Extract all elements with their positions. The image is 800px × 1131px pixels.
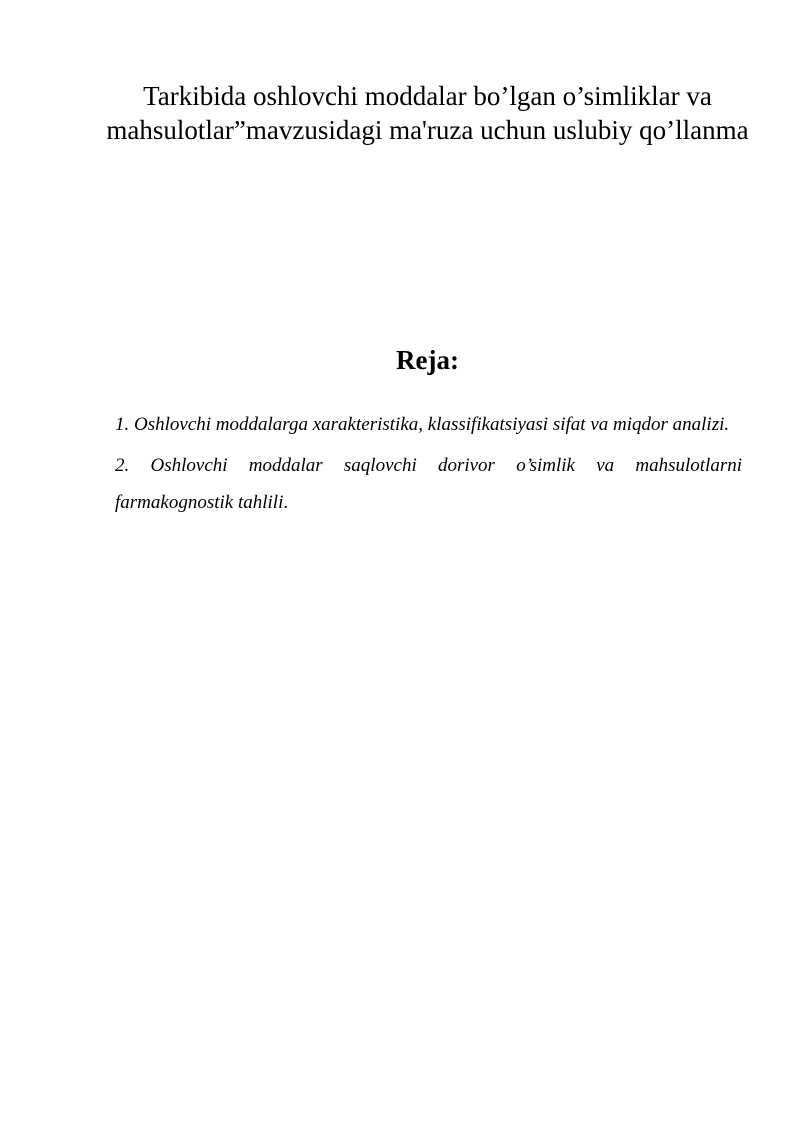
plan-item [115, 406, 742, 443]
plan-heading: Reja: [396, 345, 459, 375]
plan-item [115, 447, 742, 521]
document-title: Tarkibida oshlovchi moddalar bo’lgan o’simliklar va mahsulotlar”mavzusidagi ma'ruza uchun uslubiy qo’llanma [106, 81, 749, 145]
plan-item-suffix: . [283, 492, 289, 513]
plan-item-text: 1. Oshlovchi moddalarga xarakteristika, klassifikatsiyasi sifat va miqdor analizi. [115, 414, 730, 435]
plan-list [115, 406, 742, 525]
plan-item-text: 2. Oshlovchi moddalar saqlovchi dorivor o’simlik va mahsulotlarni farmakognostik tahlili [115, 455, 742, 513]
